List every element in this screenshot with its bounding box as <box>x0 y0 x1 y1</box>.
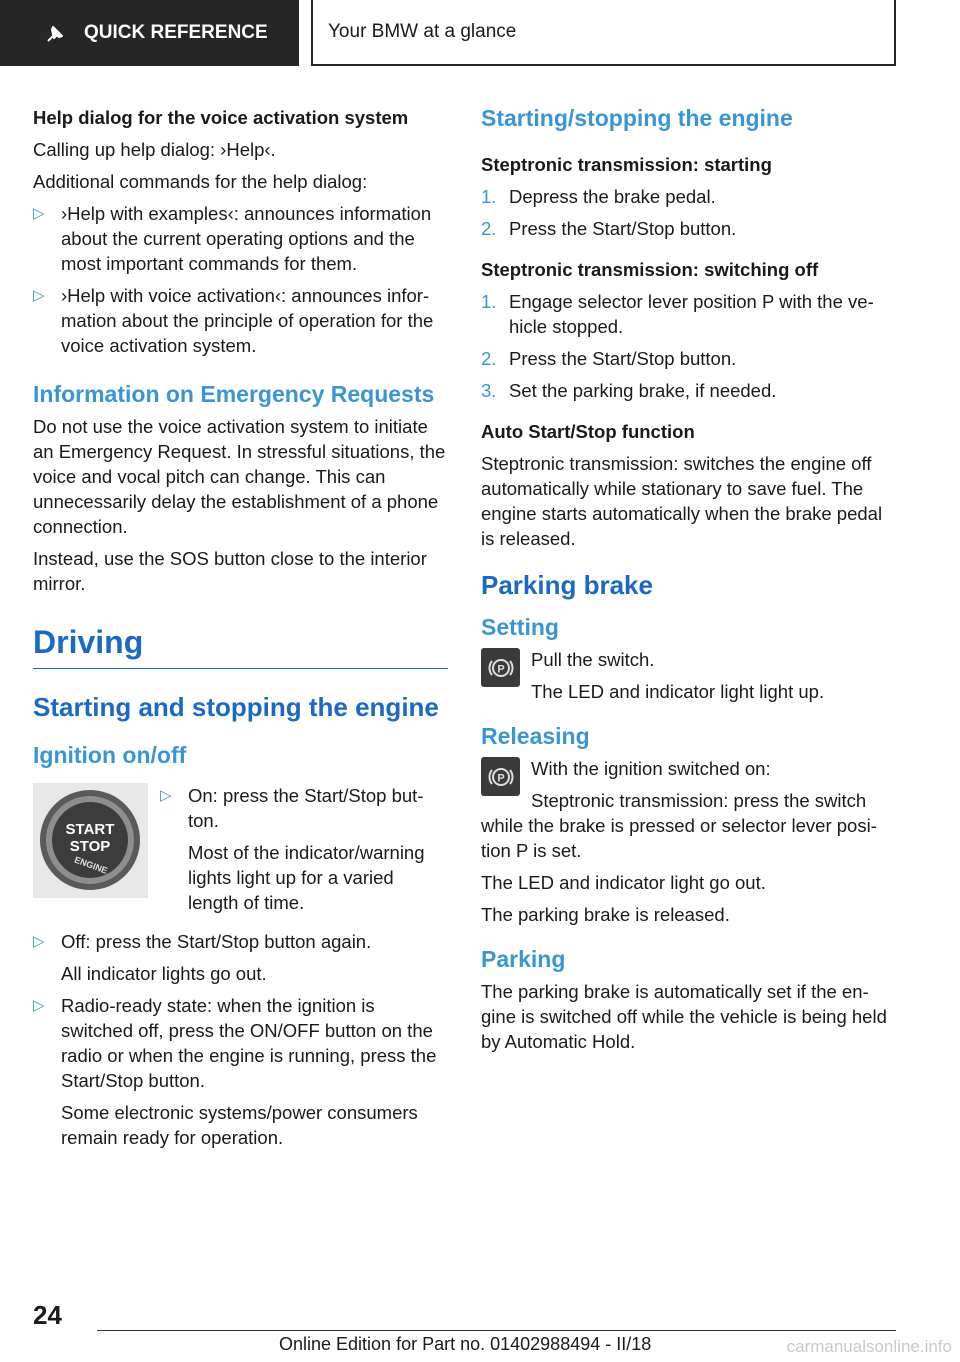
ignition-on-list <box>160 783 448 922</box>
triangle-bullet-icon: ▷ <box>33 933 45 950</box>
parking-heading: Parking <box>481 946 566 972</box>
list-item: 3. Set the parking brake, if needed. <box>481 380 777 401</box>
start-stop-button-icon <box>38 788 143 893</box>
releasing-paragraph-1: With the ignition switched on: <box>531 758 771 779</box>
list-item: ▷ Off: press the Start/Stop button again. All indicator lights go out. <box>33 931 372 984</box>
quick-reference-tab[interactable] <box>0 0 299 66</box>
svg-text:STOP: STOP <box>69 838 111 855</box>
setting-heading: Setting <box>481 614 559 640</box>
help-paragraph-1: Calling up help dialog: ›Help‹. <box>33 139 276 160</box>
list-item: 1. Engage selector lever position P with the ve-hicle stopped. <box>481 291 874 337</box>
help-dialog-heading: Help dialog for the voice activation system <box>33 107 409 128</box>
parking-brake-switch-icon <box>481 757 520 796</box>
emergency-paragraph-2: Instead, use the SOS button close to the interior mirror. <box>33 548 427 594</box>
list-item: ▷ Radio-ready state: when the ignition is switched off, press the ON/OFF button on the radio or when the engine is running, press the Start/Stop button. Some electronic systems/power consumers remain ready for operation. <box>33 995 437 1148</box>
watermark: carmanualsonline.info <box>786 1337 952 1356</box>
svg-text:ENGINE: ENGINE <box>73 854 109 876</box>
releasing-paragraph-4: The parking brake is released. <box>481 904 730 925</box>
left-column <box>33 100 448 1157</box>
start-stop-button-image <box>33 783 148 898</box>
steptronic-starting-heading: Steptronic transmission: starting <box>481 154 772 175</box>
tab-label: QUICK REFERENCE <box>84 22 268 43</box>
off-steps <box>481 289 896 403</box>
right-column <box>481 100 896 1061</box>
help-commands-list <box>33 201 448 358</box>
parking-paragraph: The parking brake is automatically set if the en-gine is switched off while the vehicle is being held by Automatic Hold. <box>481 981 887 1052</box>
engine-heading: Starting/stopping the engine <box>481 105 793 131</box>
releasing-paragraph-2-cont: while the brake is pressed or selector lever posi-tion P is set. <box>481 815 877 861</box>
starting-stopping-heading: Starting and stopping the engine <box>33 692 439 722</box>
parking-brake-heading: Parking brake <box>481 570 653 600</box>
releasing-row <box>481 756 896 813</box>
ignition-off-list <box>33 929 448 1150</box>
list-item: ▷ ›Help with voice activation‹: announces infor-mation about the principle of operation for the voice activation system. <box>33 285 434 356</box>
list-item: 2. Press the Start/Stop button. <box>481 218 737 239</box>
triangle-bullet-icon: ▷ <box>33 287 45 304</box>
triangle-bullet-icon: ▷ <box>33 997 45 1014</box>
setting-row <box>481 647 896 704</box>
triangle-bullet-icon: ▷ <box>160 787 172 804</box>
section-title: Your BMW at a glance <box>311 0 896 66</box>
releasing-paragraph-3: The LED and indicator light go out. <box>481 872 766 893</box>
setting-paragraph-2: The LED and indicator light light up. <box>531 681 825 702</box>
parking-brake-switch-icon <box>481 648 520 687</box>
starting-steps <box>481 184 896 241</box>
steptronic-off-heading: Steptronic transmission: switching off <box>481 259 819 280</box>
list-item: ▷ On: press the Start/Stop but-ton. Most of the indicator/warning lights light up for a varied length of time. <box>160 785 425 913</box>
edition-text: Online Edition for Part no. 01402988494 - II/18 <box>279 1334 652 1354</box>
svg-text:START: START <box>65 821 115 838</box>
list-item: 2. Press the Start/Stop button. <box>481 348 737 369</box>
triangle-bullet-icon: ▷ <box>33 205 45 222</box>
setting-paragraph-1: Pull the switch. <box>531 649 655 670</box>
pin-icon <box>44 21 68 45</box>
ignition-block <box>33 783 448 922</box>
auto-start-stop-heading: Auto Start/Stop function <box>481 421 695 442</box>
svg-text:P: P <box>496 772 505 784</box>
list-item: 1. Depress the brake pedal. <box>481 186 716 207</box>
emergency-paragraph-1: Do not use the voice activation system to initiate an Emergency Request. In stressful situations, the voice and vocal pitch can change. This can unnecessarily delay the establishment of a phone connection. <box>33 416 446 537</box>
svg-text:P: P <box>496 663 505 675</box>
releasing-heading: Releasing <box>481 723 590 749</box>
page-number: 24 <box>33 1300 62 1330</box>
auto-start-stop-paragraph: Steptronic transmission: switches the engine off automatically while stationary to save fuel. The engine starts automatically when the brake pedal is released. <box>481 453 883 549</box>
help-paragraph-2: Additional commands for the help dialog: <box>33 171 368 192</box>
ignition-heading: Ignition on/off <box>33 742 187 768</box>
releasing-paragraph-2: Steptronic transmission: press the switch <box>531 790 867 811</box>
driving-heading: Driving <box>33 622 448 669</box>
list-item: ▷ ›Help with examples‹: announces information about the current operating options and the most important commands for them. <box>33 203 432 274</box>
emergency-heading: Information on Emergency Requests <box>33 381 435 407</box>
footer-divider <box>97 1330 896 1331</box>
